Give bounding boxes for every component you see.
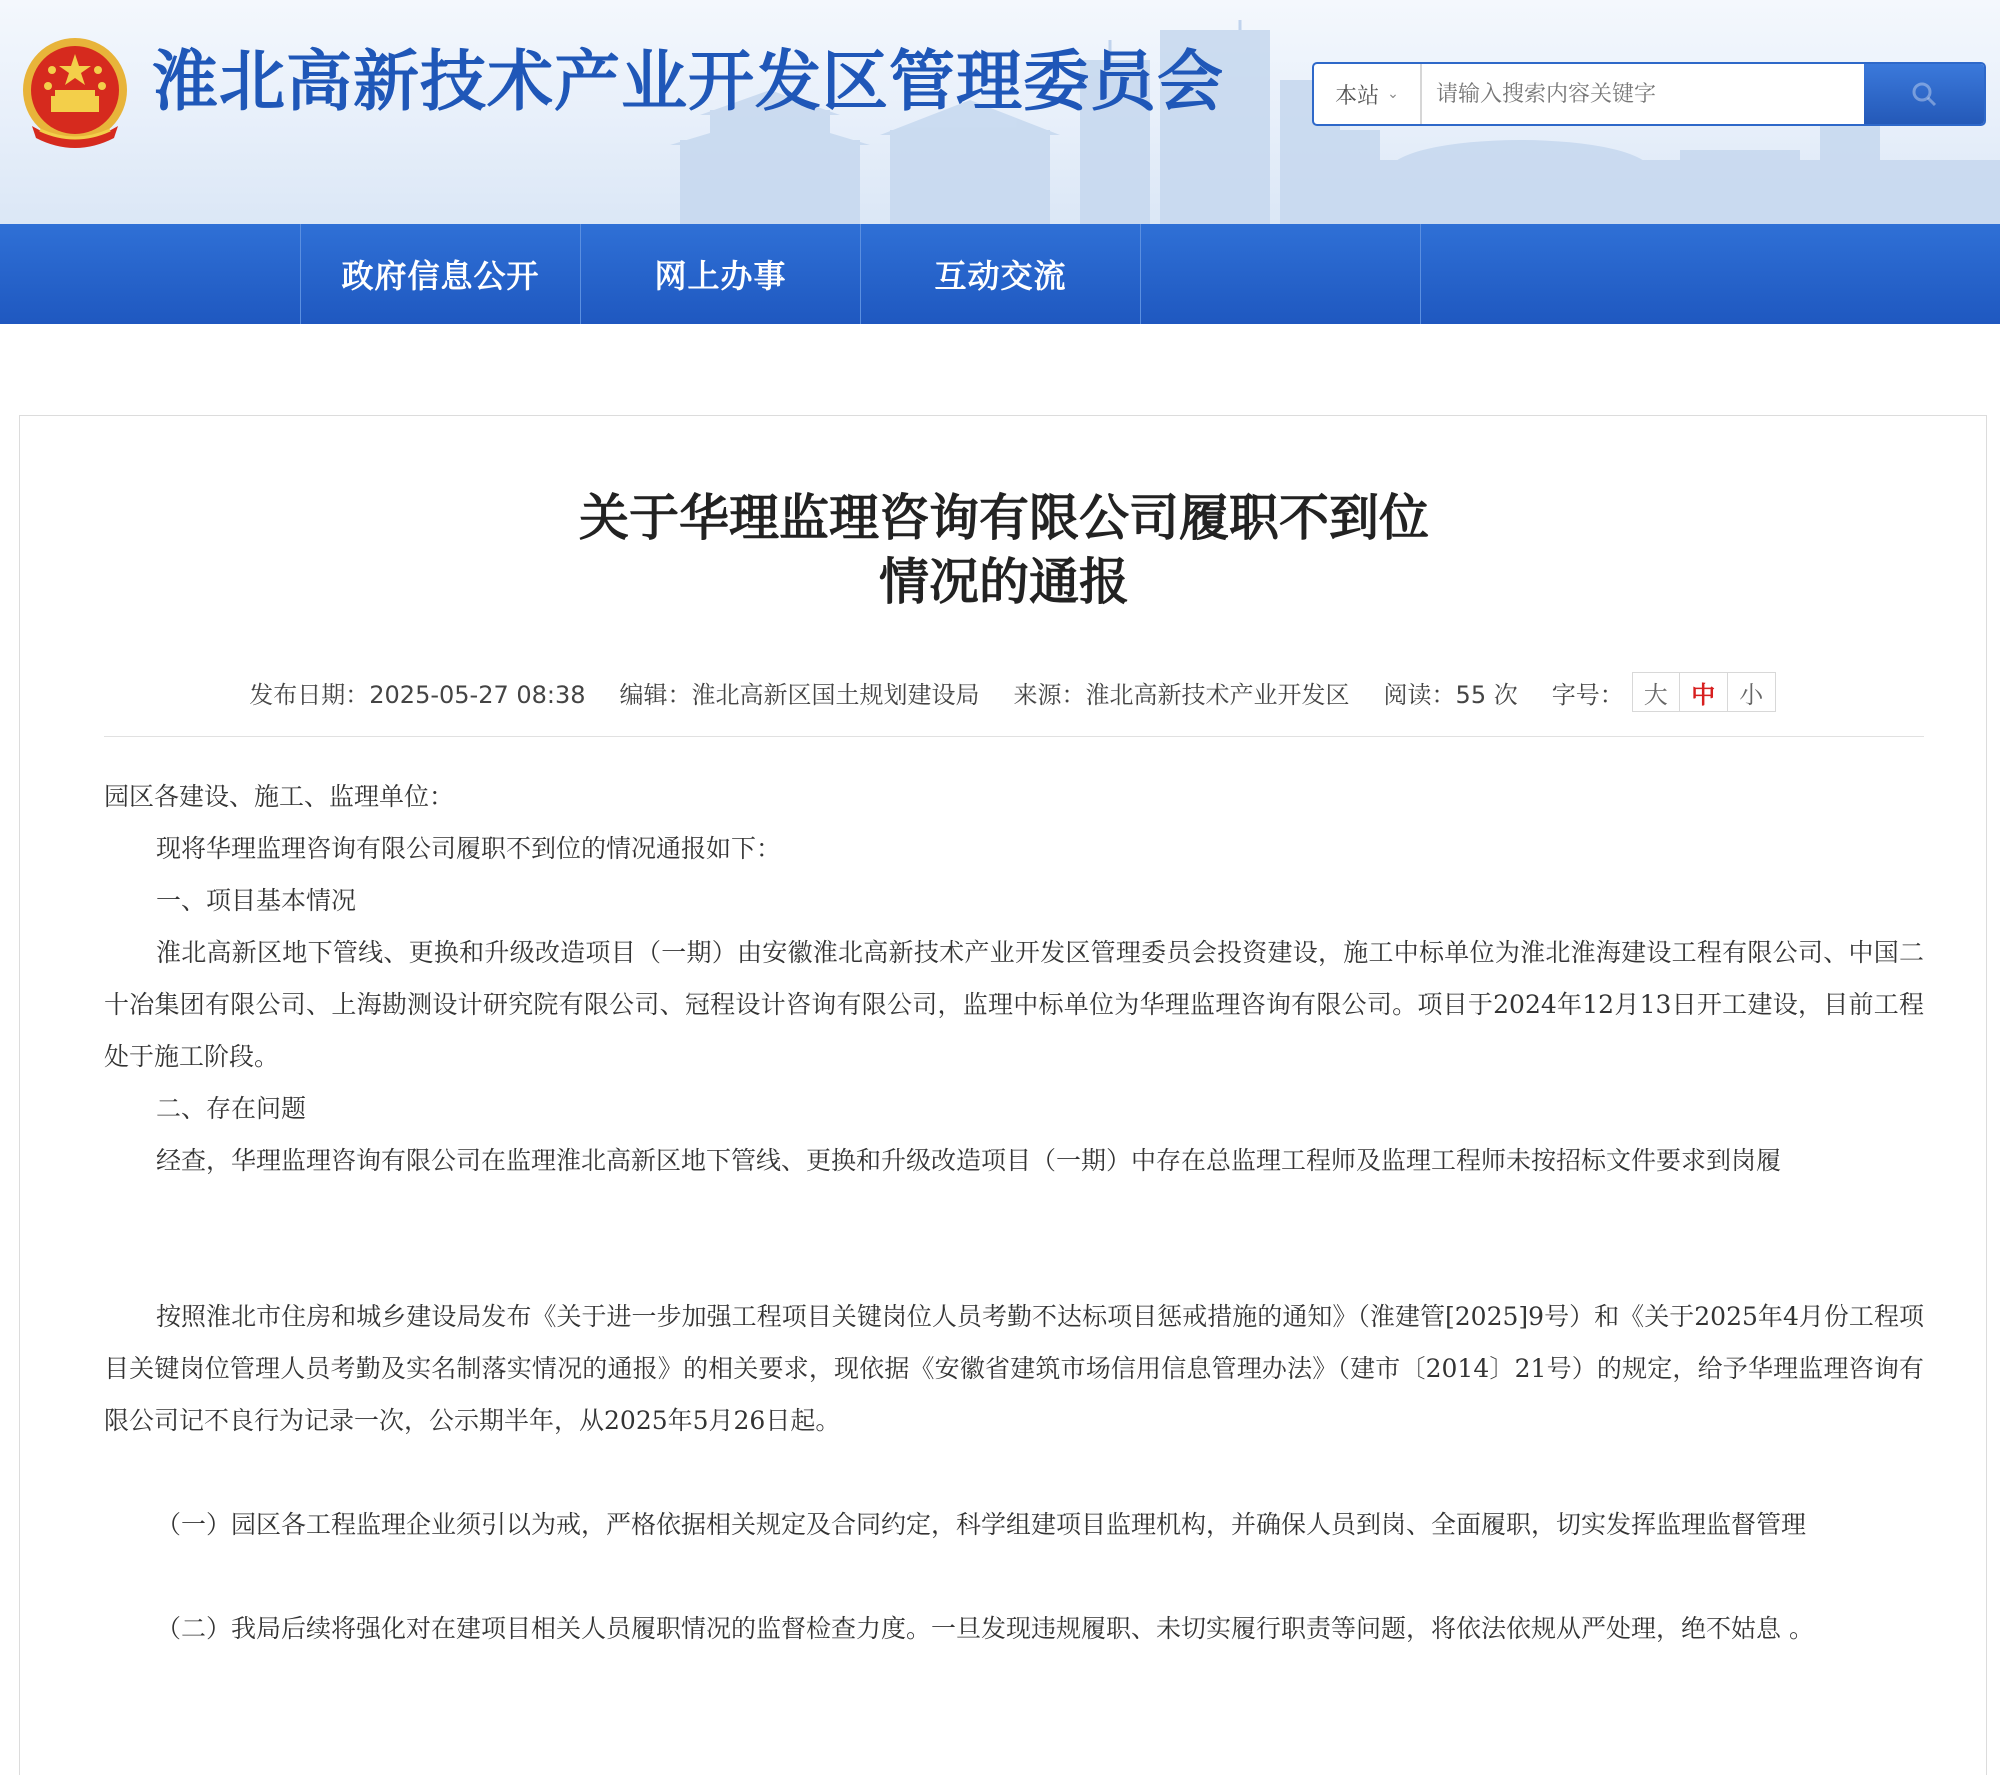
section-2-heading: 二、存在问题 [156, 1094, 307, 1123]
font-size-small-button[interactable]: 小 [1728, 672, 1776, 712]
search-box [1312, 62, 1986, 126]
article-meta [20, 669, 1988, 715]
section-1-body: 淮北高新区地下管线、更换和升级改造项目（一期）由安徽淮北高新技术产业开发区管理委员会投资建设，施工中标单位为淮北淮海建设工程有限公司、中国二十冶集团有限公司、上海勘测设计研究院有限公司、冠程设计咨询有限公司，监理中标单位为华理监理咨询有限公司。项目于2024年12月13日开工建设，目前工程处于施工阶段。 [104, 938, 1924, 1071]
article-card [19, 415, 1987, 1775]
article-title-line-2: 情况的通报 [879, 553, 1129, 611]
intro-paragraph: 现将华理监理咨询有限公司履职不到位的情况通报如下： [156, 834, 782, 863]
requirement-1: （一）园区各工程监理企业须引以为戒，严格依据相关规定及合同约定，科学组建项目监理机构，并确保人员到岗、全面履职，切实发挥监理监督管理 [156, 1510, 1807, 1539]
search-button[interactable] [1864, 64, 1984, 124]
section-2-body: 经查，华理监理咨询有限公司在监理淮北高新区地下管线、更换和升级改造项目（一期）中存在总监理工程师及监理工程师未按招标文件要求到岗履 [156, 1146, 1782, 1175]
search-scope-select[interactable] [1314, 64, 1422, 124]
source: 来源：淮北高新技术产业开发区 [1013, 680, 1350, 709]
article-title-line-1: 关于华理监理咨询有限公司履职不到位 [579, 489, 1429, 547]
publish-date: 发布日期：2025-05-27 08:38 [249, 680, 586, 709]
search-icon [1909, 79, 1939, 109]
site-title: 淮北高新技术产业开发区管理委员会 [152, 42, 1224, 120]
font-size-medium-button[interactable]: 中 [1680, 672, 1728, 712]
read-count: 阅读：55 次 [1383, 680, 1518, 709]
search-scope-label: 本站 [1335, 83, 1380, 109]
nav-item-blank-1[interactable] [0, 224, 300, 324]
section-1-heading: 一、项目基本情况 [156, 886, 357, 915]
requirement-2: （二）我局后续将强化对在建项目相关人员履职情况的监督检查力度。一旦发现违规履职、未切实履行职责等问题，将依法依规从严处理，绝不姑息 。 [156, 1614, 1814, 1643]
nav-item-blank-3[interactable] [1420, 224, 1720, 324]
nav-item-gov-info[interactable]: 政府信息公开 [300, 224, 580, 324]
editor: 编辑：淮北高新区国土规划建设局 [619, 680, 980, 709]
main-nav [0, 224, 2000, 324]
search-input[interactable] [1422, 63, 1864, 125]
salutation: 园区各建设、施工、监理单位： [104, 782, 455, 811]
national-emblem-icon [18, 34, 132, 154]
font-size-switcher [1632, 672, 1776, 712]
font-size-label: 字号： [1551, 680, 1624, 709]
site-header [0, 0, 2000, 224]
redacted-gap [104, 1187, 1924, 1291]
redacted-gap [104, 1551, 1924, 1603]
article-title [20, 486, 1988, 614]
decision-paragraph: 按照淮北市住房和城乡建设局发布《关于进一步加强工程项目关键岗位人员考勤不达标项目惩戒措施的通知》（淮建管[2025]9号）和《关于2025年4月份工程项目关键岗位管理人员考勤及实名制落实情况的通报》的相关要求，现依据《安徽省建筑市场信用信息管理办法》（建市〔2014〕21号）的规定，给予华理监理咨询有限公司记不良行为记录一次，公示期半年，从2025年5月26日起。 [104, 1302, 1924, 1435]
article-body [104, 771, 1924, 1655]
divider [104, 736, 1924, 737]
redacted-gap [104, 1447, 1924, 1499]
nav-item-blank-2[interactable] [1140, 224, 1420, 324]
font-size-large-button[interactable]: 大 [1632, 672, 1680, 712]
nav-item-interaction[interactable]: 互动交流 [860, 224, 1140, 324]
nav-item-online-service[interactable]: 网上办事 [580, 224, 860, 324]
chevron-down-icon: ⌄ [1387, 86, 1399, 102]
